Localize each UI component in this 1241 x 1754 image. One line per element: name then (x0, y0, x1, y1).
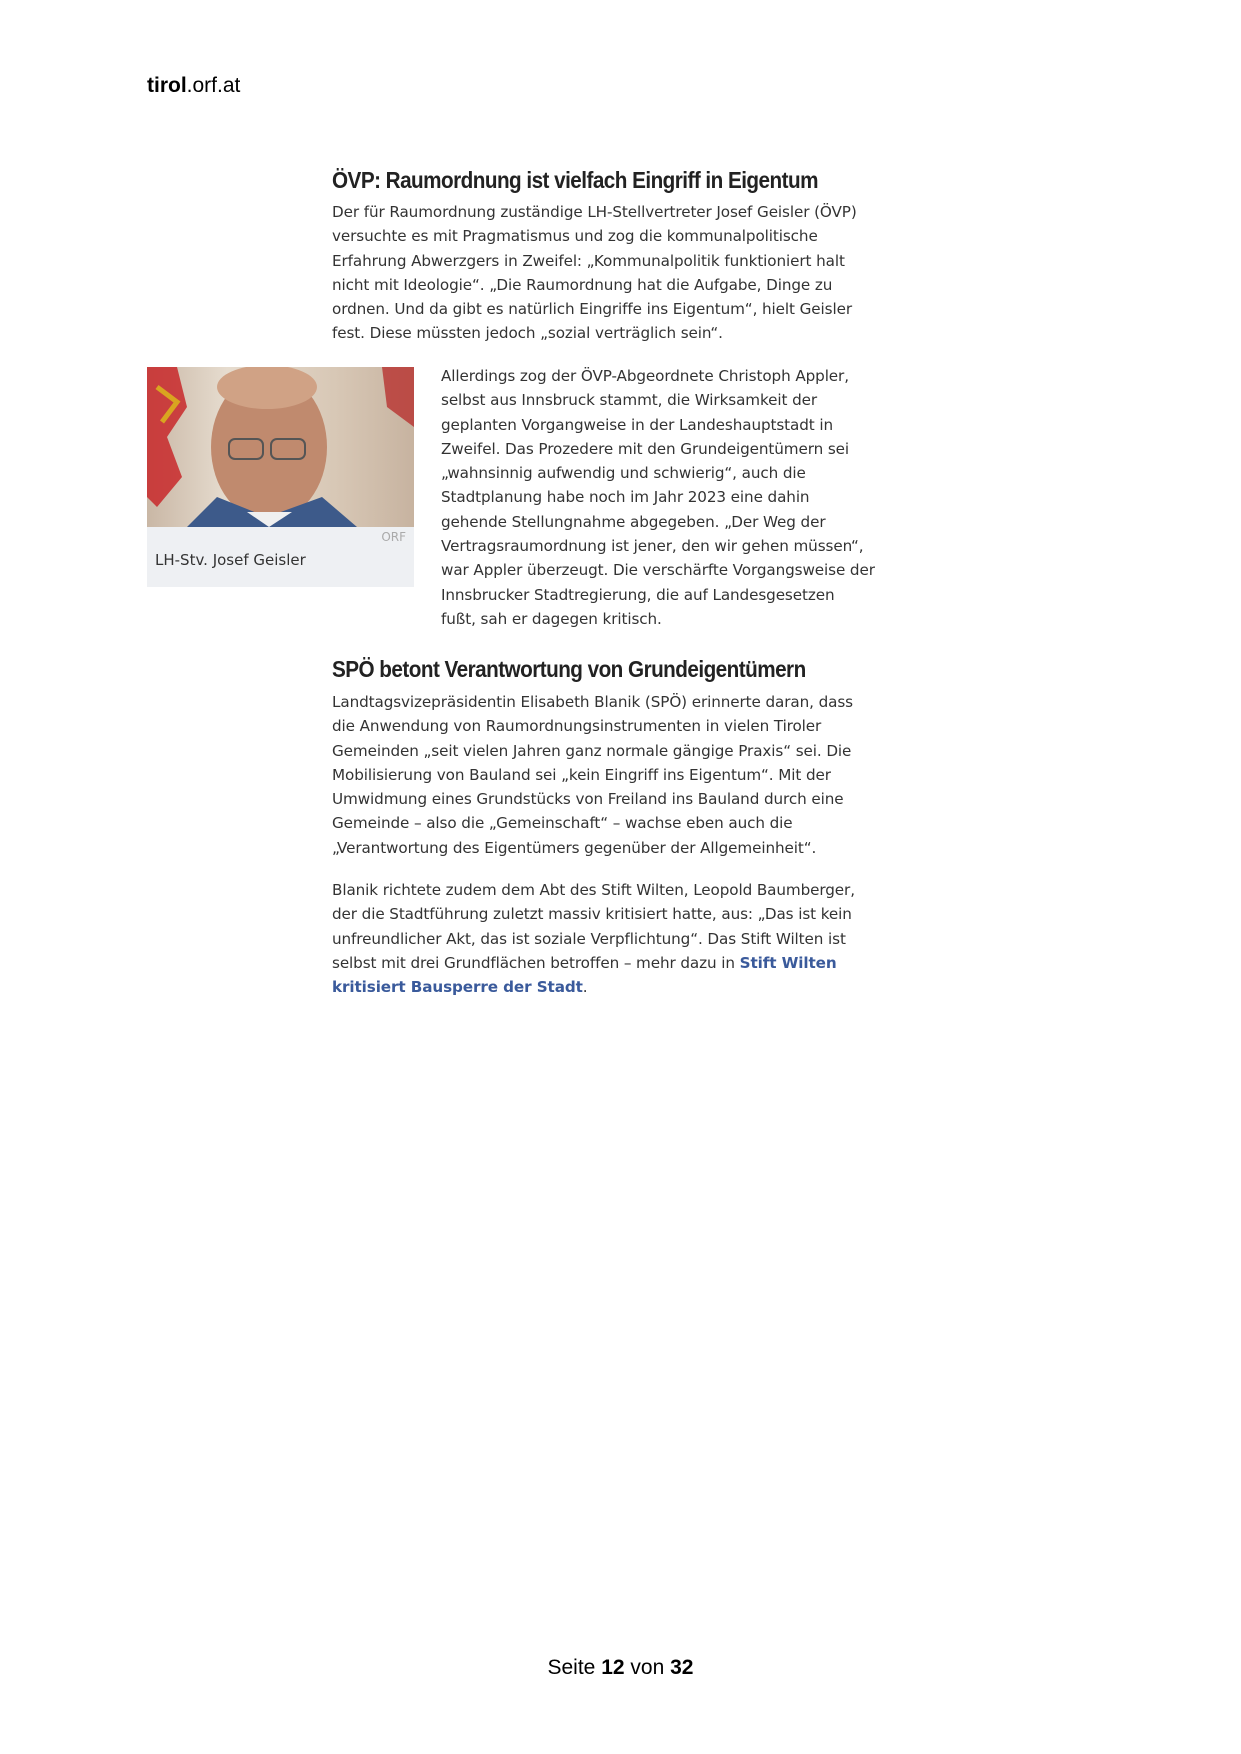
site-name (147, 74, 240, 98)
text-line: ordnen. Und da gibt es natürlich Eingriffe ins Eigentum“, hielt Geisler (332, 300, 852, 319)
text-line: selbst aus Innsbruck stammt, die Wirksamkeit der (441, 391, 817, 410)
article-link-stift-wilten[interactable]: Stift Wilten (739, 953, 837, 972)
section1-heading: ÖVP: Raumordnung ist vielfach Eingriff in Eigentum (332, 167, 818, 193)
footer-page: 12 (601, 1656, 625, 1679)
text-line: Umwidmung eines Grundstücks von Freiland ins Bauland durch eine (332, 790, 844, 809)
text-line: Gemeinde – also die „Gemeinschaft“ – wachse eben auch die (332, 814, 793, 833)
text-line: Landtagsvizepräsidentin Elisabeth Blanik (SPÖ) erinnerte daran, dass (332, 693, 853, 711)
text-line: Der für Raumordnung zuständige LH-Stellvertreter Josef Geisler (ÖVP) (332, 203, 857, 221)
text-line: Gemeinden „seit vielen Jahren ganz normale gängige Praxis“ sei. Die (332, 741, 852, 760)
photo-josef-geisler[interactable] (147, 367, 414, 527)
section2-paragraph1 (332, 690, 853, 860)
text-line (332, 975, 855, 999)
site-name-rest: .orf.at (186, 74, 241, 97)
text-line: gehende Stellungnahme abgegeben. „Der Weg der (441, 512, 826, 531)
footer-middle: von (630, 1656, 665, 1679)
text-line: Zweifel. Das Prozedere mit den Grundeigentümern sei (441, 439, 850, 458)
text-line: unfreundlicher Akt, das ist soziale Verpflichtung“. Das Stift Wilten ist (332, 929, 846, 948)
text-line: nicht mit Ideologie“. „Die Raumordnung hat die Aufgabe, Dinge zu (332, 275, 833, 294)
text-line: „Verantwortung des Eigentümers gegenüber der Allgemeinheit“. (332, 838, 817, 857)
page-number (0, 1656, 1241, 1680)
text-line: Blanik richtete zudem dem Abt des Stift Wilten, Leopold Baumberger, (332, 881, 855, 899)
text-line: Erfahrung Abwerzgers in Zweifel: „Kommunalpolitik funktioniert halt (332, 251, 845, 270)
text-line (332, 951, 855, 975)
text-line: Innsbrucker Stadtregierung, die auf Landesgesetzen (441, 585, 835, 604)
photo-credit: ORF (381, 530, 406, 544)
text-span: . (582, 978, 588, 997)
article-link-stift-wilten-cont[interactable]: kritisiert Bausperre der Stadt (332, 978, 583, 997)
section2-heading: SPÖ betont Verantwortung von Grundeigentümern (332, 656, 806, 682)
text-line: war Appler überzeugt. Die verschärfte Vorgangsweise der (441, 561, 875, 580)
section1-paragraph1 (332, 200, 857, 346)
photo-caption: LH-Stv. Josef Geisler (155, 551, 306, 569)
text-span: selbst mit drei Grundflächen betroffen – mehr dazu in (332, 953, 740, 972)
photo-figure (147, 367, 414, 587)
text-line: fußt, sah er dagegen kritisch. (441, 609, 662, 628)
text-line: Vertragsraumordnung ist jener, den wir gehen müssen“, (441, 537, 864, 556)
text-line: Mobilisierung von Bauland sei „kein Eingriff ins Eigentum“. Mit der (332, 765, 831, 784)
text-line: fest. Diese müssten jedoch „sozial verträglich sein“. (332, 324, 723, 343)
site-name-bold: tirol (147, 74, 187, 97)
section1-paragraph2 (441, 364, 875, 631)
portrait-image (147, 367, 414, 527)
text-line: geplanten Vorgangweise in der Landeshauptstadt in (441, 415, 834, 434)
text-line: „wahnsinnig aufwendig und schwierig“, auch die (441, 464, 806, 483)
text-line: die Anwendung von Raumordnungsinstrumenten in vielen Tiroler (332, 717, 822, 736)
footer-prefix: Seite (547, 1656, 596, 1679)
text-line: Stadtplanung habe noch im Jahr 2023 eine dahin (441, 488, 810, 507)
text-line: der die Stadtführung zuletzt massiv kritisiert hatte, aus: „Das ist kein (332, 905, 852, 924)
section2-paragraph2 (332, 878, 855, 999)
text-line: Allerdings zog der ÖVP-Abgeordnete Christoph Appler, (441, 367, 849, 385)
footer-total: 32 (670, 1656, 694, 1679)
text-line: versuchte es mit Pragmatismus und zog die kommunalpolitische (332, 227, 818, 246)
